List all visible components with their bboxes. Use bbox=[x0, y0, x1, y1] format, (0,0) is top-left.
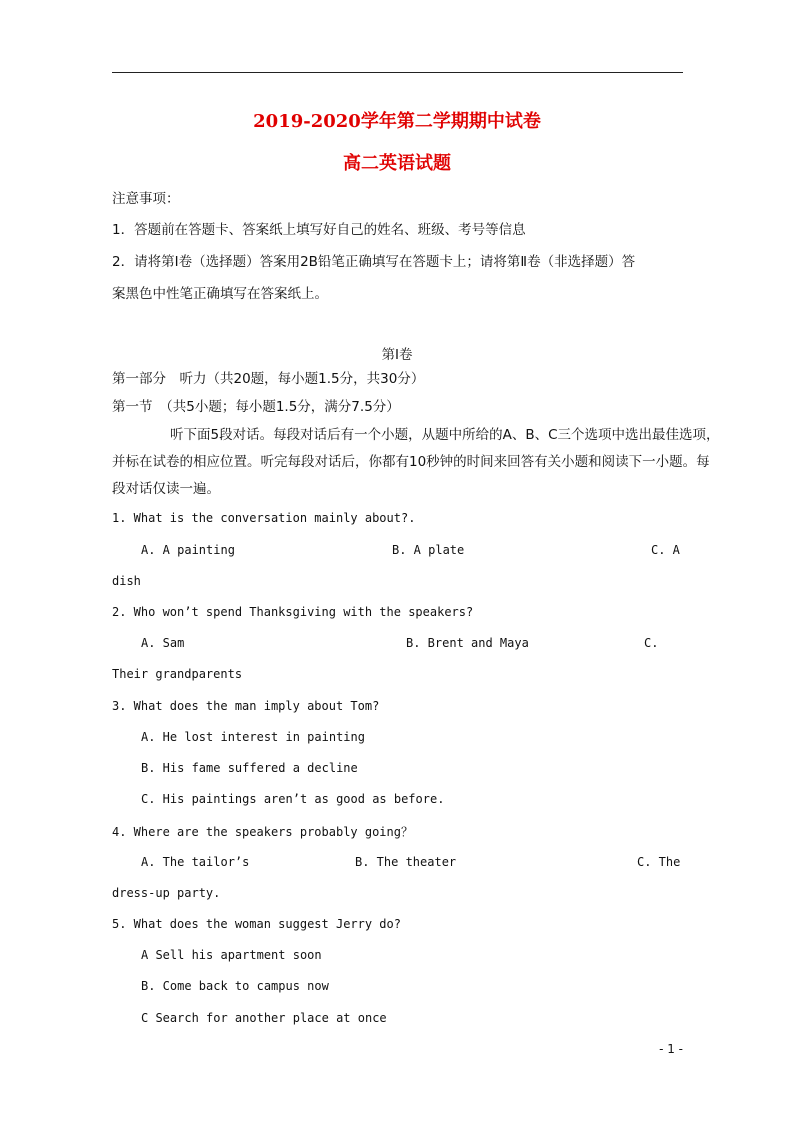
question-5-option-a: A Sell his apartment soon bbox=[141, 948, 322, 962]
question-2-option-c: C. bbox=[644, 636, 659, 650]
section-1-heading: 第一节 （共5小题；每小题1.5分，满分7.5分） bbox=[112, 399, 400, 415]
question-4-option-a: A. The tailor’s bbox=[141, 855, 250, 869]
question-1-stem: 1. What is the conversation mainly about?. bbox=[112, 511, 416, 525]
header-rule bbox=[112, 72, 683, 73]
question-2-option-b: B. Brent and Maya bbox=[406, 636, 529, 650]
question-1-option-a: A. A painting bbox=[141, 543, 235, 557]
question-1-option-c-continued: dish bbox=[112, 574, 141, 588]
question-2-option-a: A. Sam bbox=[141, 636, 185, 650]
notice-heading: 注意事项： bbox=[112, 191, 180, 207]
instructions-line-2: 并标在试卷的相应位置。听完每段对话后，你都有10秒钟的时间来回答有关小题和阅读下一小题。每 bbox=[112, 454, 710, 470]
notice-item-1: 1．答题前在答题卡、答案纸上填写好自己的姓名、班级、考号等信息 bbox=[112, 222, 526, 238]
exam-subtitle: 高二英语试题 bbox=[343, 153, 451, 174]
notice-item-2-line-2: 案黑色中性笔正确填写在答案纸上。 bbox=[112, 286, 328, 302]
question-3-stem: 3. What does the man imply about Tom? bbox=[112, 699, 380, 713]
part-1-heading: 第一部分 听力（共20题，每小题1.5分，共30分） bbox=[112, 371, 425, 387]
question-4-stem: 4. Where are the speakers probably going？ bbox=[112, 825, 413, 839]
page-number: - 1 - bbox=[659, 1042, 683, 1056]
question-3-option-a: A. He lost interest in painting bbox=[141, 730, 365, 744]
notice-item-2-line-1: 2．请将第Ⅰ卷（选择题）答案用2B铅笔正确填写在答题卡上；请将第Ⅱ卷（非选择题）答 bbox=[112, 254, 636, 270]
instructions-line-3: 段对话仅读一遍。 bbox=[112, 481, 220, 497]
question-5-option-b: B. Come back to campus now bbox=[141, 979, 329, 993]
question-3-option-b: B. His fame suffered a decline bbox=[141, 761, 358, 775]
exam-title: 2019-2020学年第二学期期中试卷 bbox=[253, 111, 541, 132]
question-4-option-c: C. The bbox=[637, 855, 681, 869]
question-1-option-b: B. A plate bbox=[392, 543, 465, 557]
question-5-option-c: C Search for another place at once bbox=[141, 1011, 387, 1025]
volume-title: 第Ⅰ卷 bbox=[381, 347, 413, 363]
question-1-option-c: C. A bbox=[651, 543, 680, 557]
question-4-option-c-continued: dress-up party. bbox=[112, 886, 221, 900]
question-2-option-c-continued: Their grandparents bbox=[112, 667, 243, 681]
instructions-line-1: 听下面5段对话。每段对话后有一个小题，从题中所给的A、B、C三个选项中选出最佳选项， bbox=[170, 427, 720, 443]
question-2-stem: 2. Who won’t spend Thanksgiving with the speakers? bbox=[112, 605, 474, 619]
question-4-option-b: B. The theater bbox=[355, 855, 457, 869]
question-5-stem: 5. What does the woman suggest Jerry do? bbox=[112, 917, 401, 931]
question-3-option-c: C. His paintings aren’t as good as before. bbox=[141, 792, 445, 806]
